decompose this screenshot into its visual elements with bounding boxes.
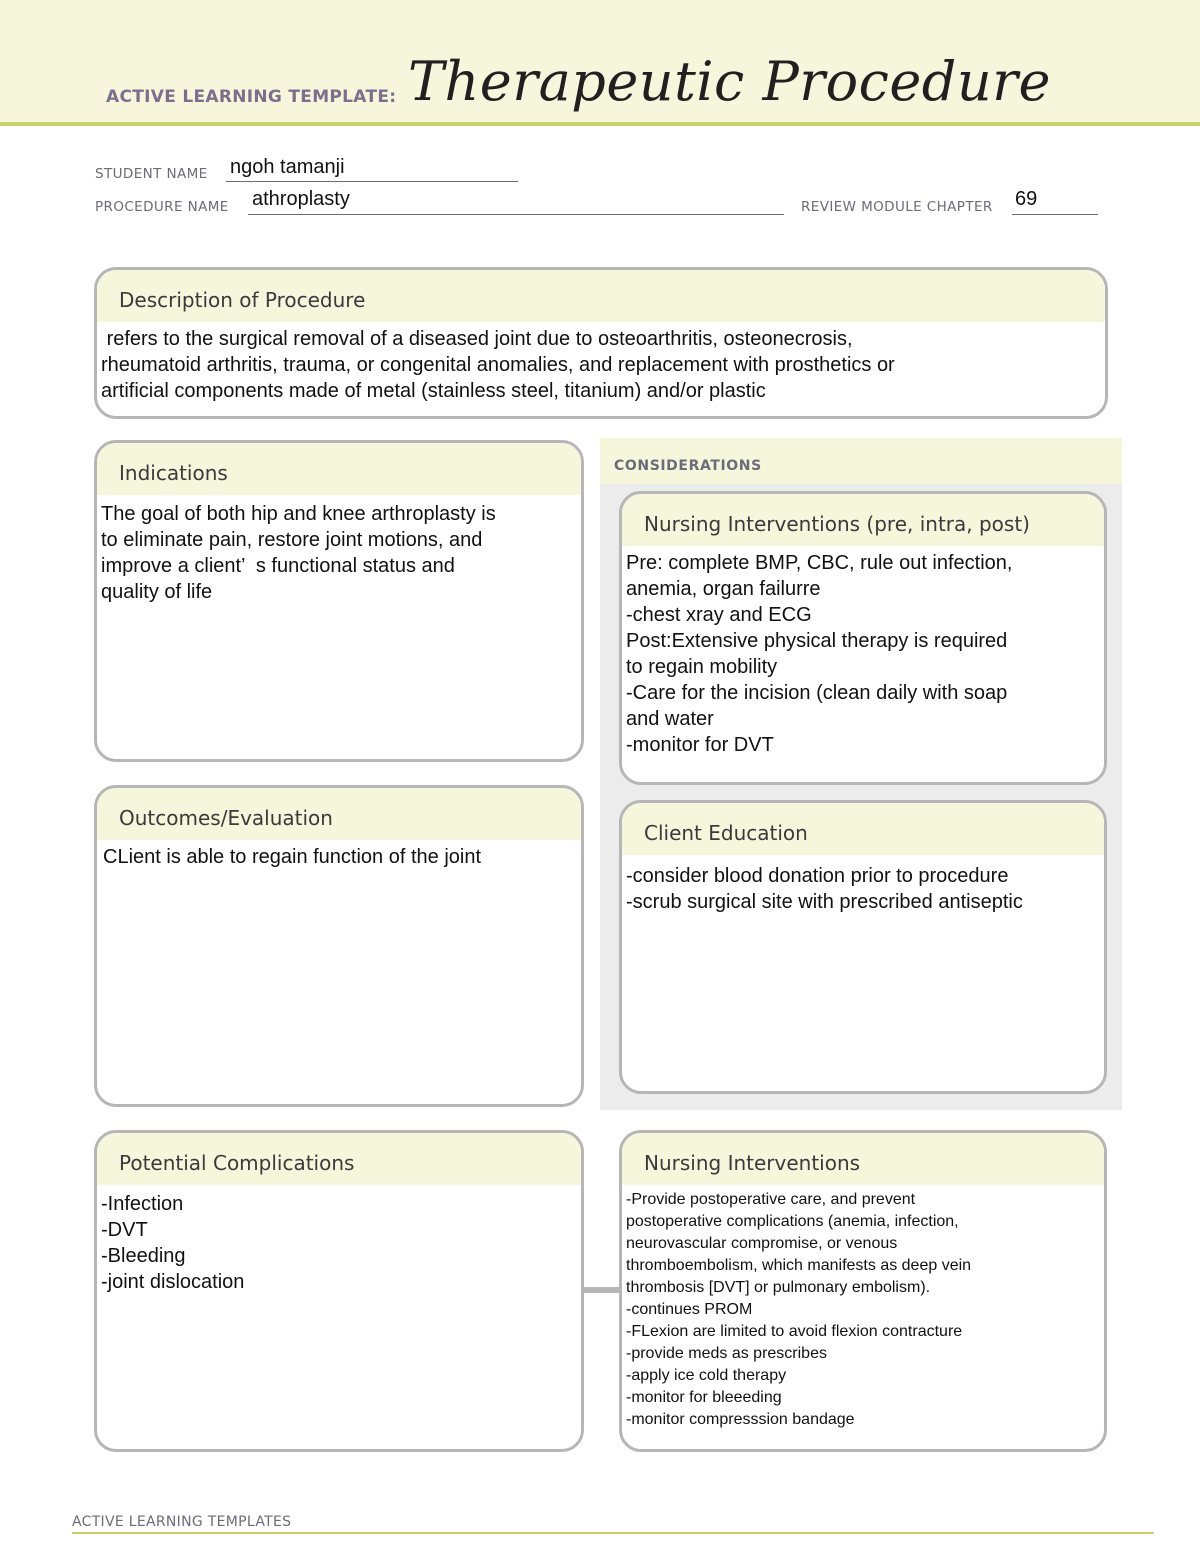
template-label: ACTIVE LEARNING TEMPLATE: — [106, 87, 397, 107]
outcomes-heading: Outcomes/Evaluation — [97, 788, 581, 840]
considerations-label: CONSIDERATIONS — [614, 458, 762, 474]
outcomes-card — [94, 785, 584, 1107]
nursing-interventions-text[interactable]: -Provide postoperative care, and prevent postoperative complications (anemia, infection, neurovascular compromise, or venous thromboembolism, which manifests as deep vein thrombosis [DVT] or pulmonary embolism). -continues PROM -FLexion are limited to avoid flexion contracture -provide meds as prescribes -apply ice cold therapy -monitor for bleeeding -monitor compresssion bandage — [626, 1191, 972, 1428]
outcomes-text[interactable]: CLient is able to regain function of the joint — [103, 846, 482, 868]
description-card — [94, 267, 1108, 419]
client-education-text[interactable]: -consider blood donation prior to procedure -scrub surgical site with prescribed antiseptic — [626, 865, 1023, 913]
nursing-interventions-pip-heading: Nursing Interventions (pre, intra, post) — [622, 494, 1104, 546]
complications-card — [94, 1130, 584, 1452]
indications-heading: Indications — [97, 443, 581, 495]
procedure-name-line — [248, 214, 784, 215]
student-name-label: STUDENT NAME — [95, 166, 208, 182]
description-text[interactable]: refers to the surgical removal of a diseased joint due to osteoarthritis, osteonecrosis, rheumatoid arthritis, trauma, or congenital anomalies, and replacement with prosthetics or artificial components made of metal (stainless steel, titanium) and/or plastic — [101, 328, 895, 402]
nursing-interventions-heading: Nursing Interventions — [622, 1133, 1104, 1185]
description-heading: Description of Procedure — [97, 270, 1105, 322]
indications-text[interactable]: The goal of both hip and knee arthroplasty is to eliminate pain, restore joint motions, and improve a client’ s functional status and quality of life — [101, 503, 496, 603]
footer-rule — [72, 1532, 1154, 1534]
card-connector — [582, 1287, 620, 1293]
page-title: Therapeutic Procedure — [408, 50, 1051, 113]
student-name-field[interactable]: ngoh tamanji — [230, 156, 345, 178]
complications-heading: Potential Complications — [97, 1133, 581, 1185]
review-module-field[interactable]: 69 — [1015, 188, 1038, 210]
header-rule — [0, 122, 1200, 126]
complications-text[interactable]: -Infection -DVT -Bleeding -joint dislocation — [101, 1193, 245, 1293]
procedure-name-field[interactable]: athroplasty — [252, 188, 350, 210]
client-education-heading: Client Education — [622, 803, 1104, 855]
student-name-line — [226, 181, 518, 182]
footer-label: ACTIVE LEARNING TEMPLATES — [72, 1514, 292, 1530]
nursing-interventions-pip-text[interactable]: Pre: complete BMP, CBC, rule out infection, anemia, organ failurre -chest xray and ECG Post:Extensive physical therapy is required to regain mobility -Care for the incision (clean daily with soap and water -monitor for DVT — [626, 552, 1013, 756]
procedure-name-label: PROCEDURE NAME — [95, 199, 229, 215]
nursing-interventions-pip-card — [619, 491, 1107, 785]
indications-card — [94, 440, 584, 762]
client-education-card — [619, 800, 1107, 1094]
nursing-interventions-card — [619, 1130, 1107, 1452]
review-module-line — [1012, 214, 1098, 215]
review-module-label: REVIEW MODULE CHAPTER — [801, 199, 993, 215]
